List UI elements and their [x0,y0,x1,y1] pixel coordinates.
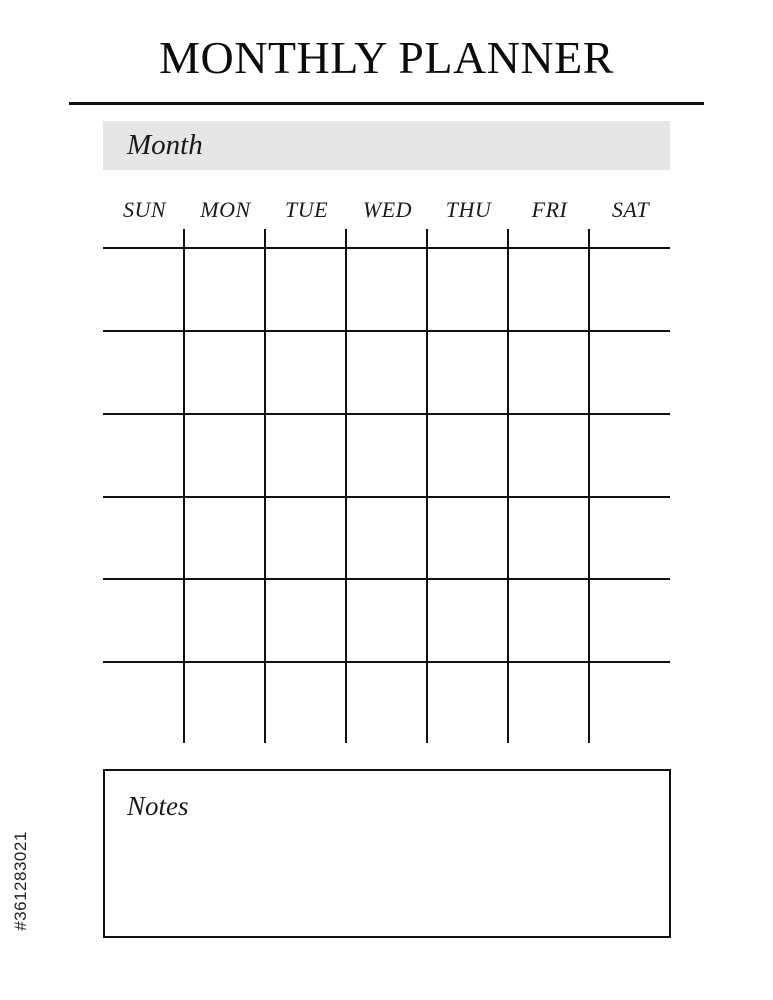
day-cell-fri-week-3[interactable] [509,415,589,497]
day-cell-fri-week-4[interactable] [509,498,589,579]
day-cell-fri-week-1[interactable] [509,249,589,331]
day-cell-tue-week-1[interactable] [266,249,346,331]
day-cell-mon-week-4[interactable] [185,498,265,579]
day-cell-wed-week-1[interactable] [347,249,427,331]
day-cell-mon-week-6[interactable] [185,663,265,743]
day-cell-thu-week-3[interactable] [428,415,508,497]
day-cell-sat-week-6[interactable] [590,663,670,743]
day-cell-sun-week-1[interactable] [104,249,184,331]
weekday-thu: THU [445,197,492,222]
day-cell-thu-week-6[interactable] [428,663,508,743]
day-cell-sat-week-1[interactable] [590,249,670,331]
weekday-mon: MON [200,197,251,222]
day-cell-wed-week-2[interactable] [347,332,427,414]
day-cell-thu-week-5[interactable] [428,580,508,662]
weekday-sat: SAT [611,197,650,222]
day-cell-sat-week-4[interactable] [590,498,670,579]
day-cell-tue-week-2[interactable] [266,332,346,414]
day-cell-mon-week-2[interactable] [185,332,265,414]
day-cell-mon-week-3[interactable] [185,415,265,497]
day-cell-sun-week-4[interactable] [104,498,184,579]
notes-box[interactable] [103,769,671,938]
day-cell-fri-week-2[interactable] [509,332,589,414]
day-cell-sun-week-5[interactable] [104,580,184,662]
title-divider [69,102,704,105]
day-cell-sun-week-6[interactable] [104,663,184,743]
weekday-tue: TUE [284,197,329,222]
day-cell-wed-week-6[interactable] [347,663,427,743]
month-label: Month [127,129,203,161]
day-cell-mon-week-1[interactable] [185,249,265,331]
day-cell-sun-week-2[interactable] [104,332,184,414]
month-field[interactable] [103,121,670,170]
day-cell-tue-week-6[interactable] [266,663,346,743]
day-cell-mon-week-5[interactable] [185,580,265,662]
day-cell-fri-week-5[interactable] [509,580,589,662]
day-cell-thu-week-2[interactable] [428,332,508,414]
stock-id-text: #361283021 [11,831,30,931]
stock-id-watermark [10,770,32,992]
page-title: MONTHLY PLANNER [159,32,614,83]
day-cell-wed-week-5[interactable] [347,580,427,662]
day-cell-thu-week-4[interactable] [428,498,508,579]
day-cell-tue-week-5[interactable] [266,580,346,662]
day-cell-sat-week-5[interactable] [590,580,670,662]
weekday-sun: SUN [122,197,167,222]
day-cell-thu-week-1[interactable] [428,249,508,331]
weekday-fri: FRI [531,197,568,222]
day-cell-wed-week-4[interactable] [347,498,427,579]
day-cell-sun-week-3[interactable] [104,415,184,497]
weekday-wed: WED [362,197,413,222]
day-cell-fri-week-6[interactable] [509,663,589,743]
day-cell-tue-week-4[interactable] [266,498,346,579]
weekday-header-row [104,196,671,226]
day-cell-wed-week-3[interactable] [347,415,427,497]
notes-label: Notes [127,791,189,821]
day-cell-tue-week-3[interactable] [266,415,346,497]
day-cell-sat-week-2[interactable] [590,332,670,414]
day-cell-sat-week-3[interactable] [590,415,670,497]
